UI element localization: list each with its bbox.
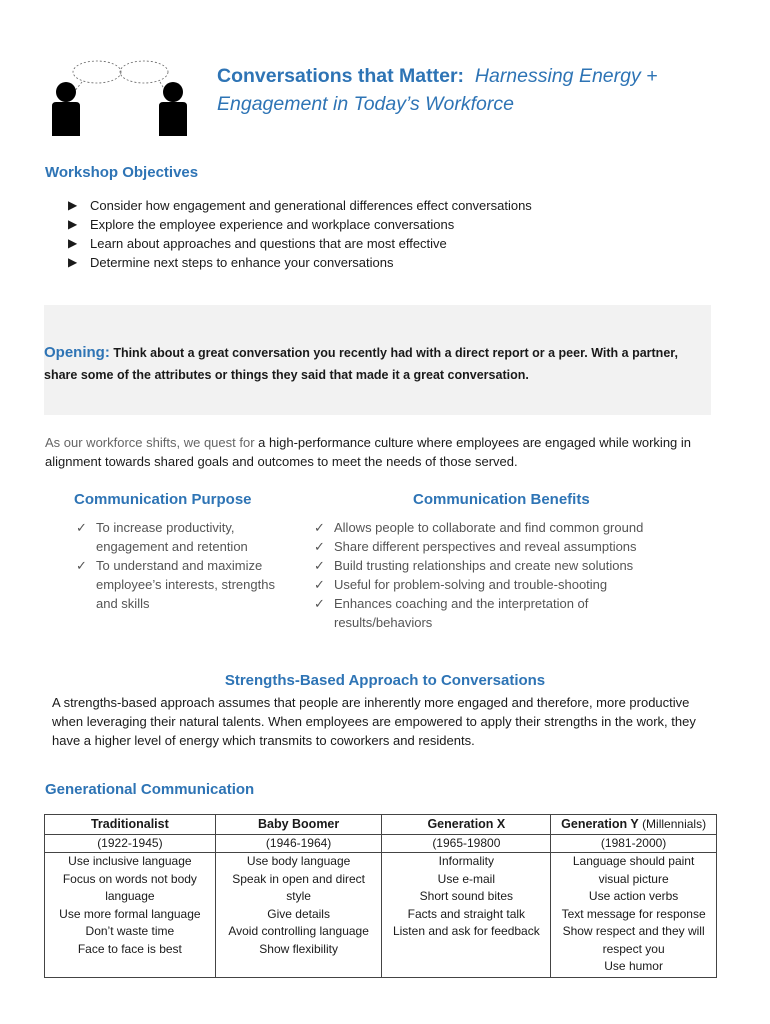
strengths-heading: Strengths-Based Approach to Conversations — [224, 672, 546, 689]
triangle-bullet-icon: ▶ — [68, 255, 78, 269]
list-item: ▶ Consider how engagement and generational differences effect conversations — [68, 198, 532, 213]
list-item: ✓ Share different perspectives and reveal assumptions — [314, 539, 637, 554]
table-header-row — [45, 815, 717, 835]
checkmark-icon: ✓ — [314, 558, 325, 573]
triangle-bullet-icon: ▶ — [68, 236, 78, 250]
checkmark-icon: ✓ — [314, 539, 325, 554]
generational-table — [44, 814, 717, 978]
opening-text: Opening: Think about a great conversation you recently had with a direct report or a peer. With a partner, share some of the attributes or things they said that made it a great conversation. — [44, 344, 678, 382]
list-item: ✓ Enhances coaching and the interpretation of results/behaviors — [314, 596, 589, 630]
table-header-cell: Generation Y (Millennials) — [551, 815, 717, 835]
table-cell: Use inclusive language Focus on words not body language Use more formal language Don’t waste time Face to face is best — [45, 853, 216, 978]
list-item: ✓ To understand and maximize employee’s interests, strengths and skills — [76, 558, 275, 611]
checkmark-icon: ✓ — [314, 520, 325, 535]
generational-heading: Generational Communication — [45, 781, 255, 798]
table-cell: Use body language Speak in open and direct style Give details Avoid controlling language Show flexibility — [215, 853, 382, 978]
list-item: ✓ Build trusting relationships and create new solutions — [314, 558, 634, 573]
benefits-heading: Communication Benefits — [413, 491, 590, 508]
purpose-list — [74, 518, 294, 613]
triangle-bullet-icon: ▶ — [68, 198, 78, 212]
checkmark-icon: ✓ — [314, 596, 325, 611]
triangle-bullet-icon: ▶ — [68, 217, 78, 231]
conversation-logo-icon — [42, 58, 202, 138]
table-cell: Informality Use e-mail Short sound bites Facts and straight talk Listen and ask for feedback — [382, 853, 551, 978]
list-item: ▶ Explore the employee experience and workplace conversations — [68, 217, 455, 232]
list-item: ✓ Allows people to collaborate and find common ground — [314, 520, 644, 535]
list-item: ✓ To increase productivity, engagement and retention — [76, 520, 248, 554]
checkmark-icon: ✓ — [314, 577, 325, 592]
table-years-row — [45, 834, 717, 853]
table-cell: (1946-1964) — [215, 834, 382, 853]
purpose-heading: Communication Purpose — [74, 491, 252, 508]
table-cell: (1981-2000) — [551, 834, 717, 853]
table-cell: (1965-19800 — [382, 834, 551, 853]
workforce-paragraph: As our workforce shifts, we quest for a high-performance culture where employees are engaged while working in alignment towards shared goals and outcomes to meet the needs of those served. — [45, 435, 692, 469]
opening-panel — [44, 305, 711, 415]
table-cell: Language should paint visual picture Use action verbs Text message for response Show respect and they will respect you Use humor — [551, 853, 717, 978]
opening-label: Opening: — [44, 344, 110, 361]
objectives-heading: Workshop Objectives — [45, 164, 199, 181]
list-item: ▶ Learn about approaches and questions that are most effective — [68, 236, 447, 251]
list-item: ▶ Determine next steps to enhance your conversations — [68, 255, 394, 270]
checkmark-icon: ✓ — [76, 520, 87, 535]
table-header-cell: Baby Boomer — [215, 815, 382, 835]
table-cell: (1922-1945) — [45, 834, 216, 853]
objectives-list — [66, 196, 532, 272]
table-row — [45, 853, 717, 978]
checkmark-icon: ✓ — [76, 558, 87, 573]
page-title: Conversations that Matter: Harnessing Energy + Engagement in Today’s Workforce — [217, 65, 658, 115]
table-header-cell: Traditionalist — [45, 815, 216, 835]
table-header-cell: Generation X — [382, 815, 551, 835]
benefits-list — [312, 518, 692, 632]
strengths-paragraph: A strengths-based approach assumes that people are inherently more engaged and therefore, more productive when leveraging their natural talents. When employees are empowered to apply their strengths in the work, they have a higher level of energy which transmits to coworkers and residents. — [52, 695, 696, 748]
list-item: ✓ Useful for problem-solving and trouble-shooting — [314, 577, 608, 592]
